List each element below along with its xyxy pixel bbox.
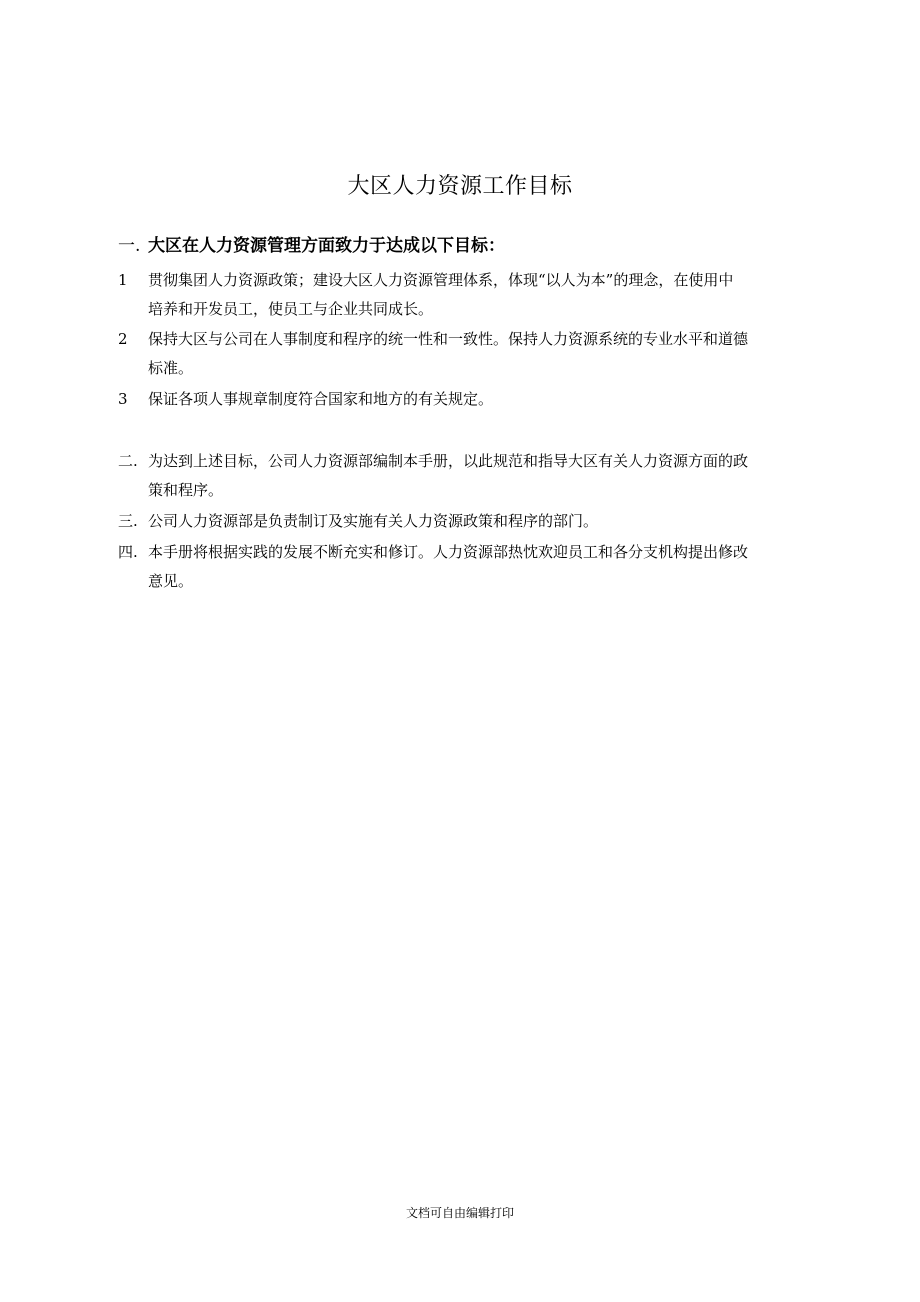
document-title: 大区人力资源工作目标 [347,174,573,199]
section-one-heading-text: 大区在人力资源管理方面致力于达成以下目标： [148,236,505,256]
section-paragraph [118,507,808,536]
section-text: 为达到上述目标，公司人力资源部编制本手册，以此规范和指导大区有关人力资源方面的政 [148,452,749,470]
list-item-text: 保持大区与公司在人事制度和程序的统一性和一致性。保持人力资源系统的专业水平和道德 [148,330,749,348]
list-item-number: 3 [118,390,128,408]
section-paragraph [118,538,808,596]
section-text-continued: 策和程序。 [148,481,224,499]
list-item-text: 贯彻集团人力资源政策；建设大区人力资源管理体系，体现“以人为本”的理念，在使用中 [148,271,734,289]
section-one-heading [118,233,818,259]
list-item [118,325,808,383]
section-number: 四. [118,543,138,561]
list-item-number: 2 [118,330,128,348]
section-one-number: 一. [118,236,141,256]
section-number: 三. [118,512,138,530]
section-text-continued: 意见。 [148,572,194,590]
list-item-number: 1 [118,271,128,289]
section-text: 公司人力资源部是负责制订及实施有关人力资源政策和程序的部门。 [148,512,599,530]
page-footer: 文档可自由编辑打印 [405,1206,514,1220]
list-item-text-continued: 标准。 [148,359,194,377]
list-item-text: 保证各项人事规章制度符合国家和地方的有关规定。 [148,390,494,408]
section-number: 二. [118,452,138,470]
list-item [118,266,808,324]
list-item-text-continued: 培养和开发员工，使员工与企业共同成长。 [148,300,434,318]
section-paragraph [118,447,808,505]
list-item [118,385,808,414]
section-text: 本手册将根据实践的发展不断充实和修订。人力资源部热忱欢迎员工和各分支机构提出修改 [148,543,749,561]
